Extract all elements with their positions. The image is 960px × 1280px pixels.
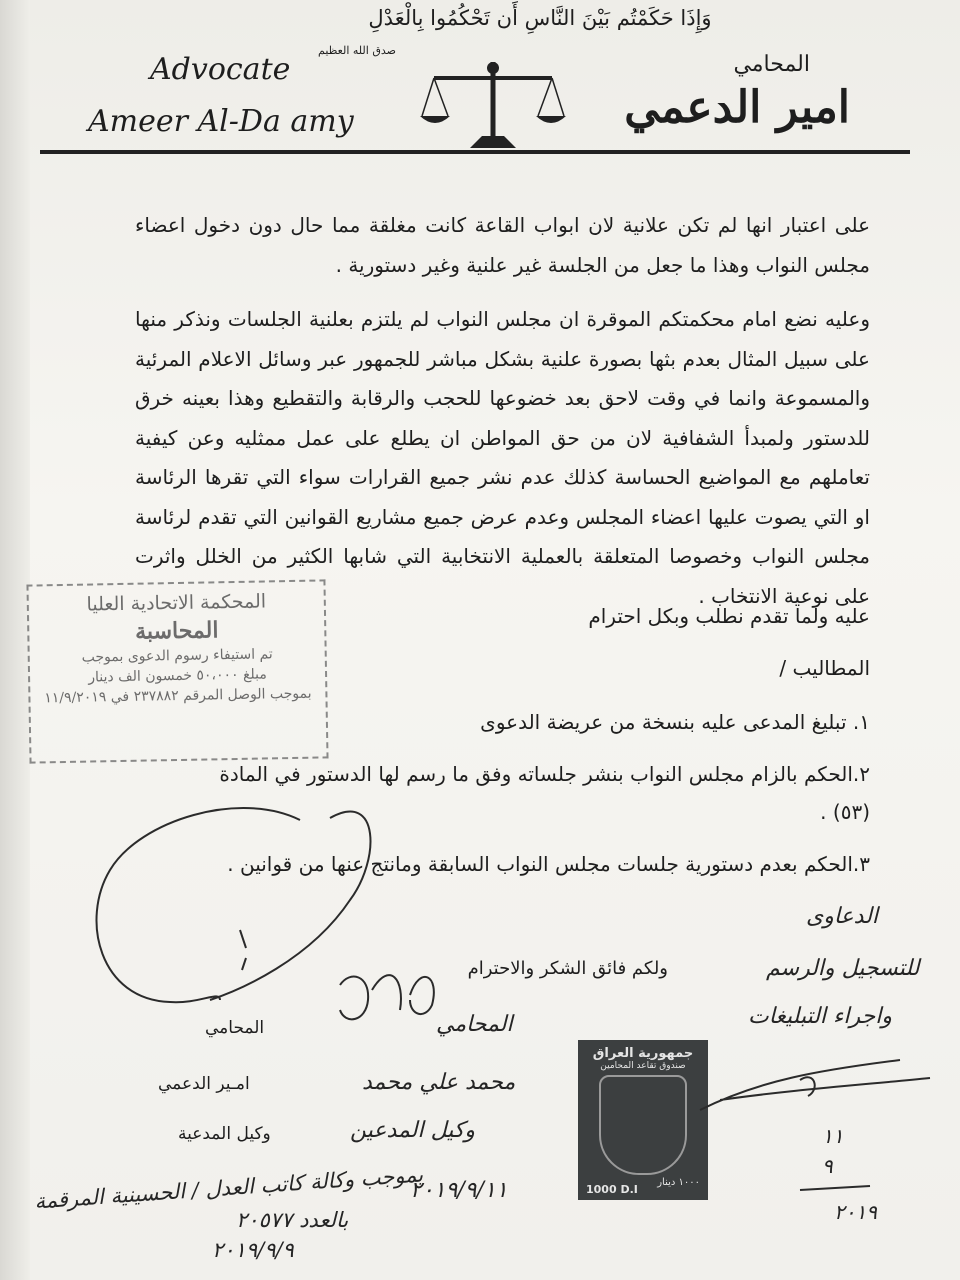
paragraph-1: على اعتبار انها لم تكن علانية لان ابواب القاعة كانت مغلقة مما حال دون دخول اعضاء مجلس النواب وهذا ما جعل من الجلسة غير علنية وغير دستورية . bbox=[135, 213, 870, 277]
revenue-stamp bbox=[578, 1040, 708, 1200]
page-fold-shadow bbox=[0, 0, 30, 1280]
verse-reference: صدق الله العظيم bbox=[318, 44, 396, 57]
advocate-title-ar: المحامي bbox=[733, 52, 810, 77]
demand-1: ١. تبليغ المدعى عليه بنسخة من عريضة الدعوى bbox=[480, 710, 870, 734]
agent-label: وكيل المدعية bbox=[178, 1124, 271, 1144]
revenue-stamp-country: جمهورية العراق bbox=[592, 1046, 694, 1061]
handwritten-authority: بموجب وكالة كاتب العدل / الحسينية المرقمة bbox=[33, 1162, 424, 1214]
quran-verse: وَإِذَا حَكَمْتُم بَيْنَ النَّاسِ أَن تَحْكُمُوا بِالْعَدْلِ bbox=[368, 6, 712, 30]
stamp-fee-text: تم استيفاء رسوم الدعوى بموجب bbox=[81, 646, 273, 666]
revenue-stamp-value-en: 1000 D.I bbox=[586, 1183, 638, 1196]
demands-heading: المطاليب / bbox=[779, 656, 870, 680]
revenue-stamp-value-ar: ١٠٠٠ دينار bbox=[657, 1177, 700, 1188]
demand-2: ٢.الحكم بالزام مجلس النواب بنشر جلساته وفق ما رسم لها الدستور في المادة bbox=[219, 762, 870, 786]
handwritten-note-1: الدعاوى bbox=[806, 904, 879, 929]
lawyer-label: المحامي bbox=[205, 1018, 265, 1038]
handwritten-lawyer-label: المحامي bbox=[436, 1012, 513, 1037]
advocate-name-ar: امير الدعمي bbox=[624, 82, 850, 133]
scales-of-justice-icon bbox=[418, 58, 568, 156]
request-line: عليه ولما تقدم نطلب وبكل احترام bbox=[588, 604, 870, 628]
handwritten-note-3: واجراء التبليغات bbox=[748, 1004, 892, 1029]
closing-thanks: ولكم فائق الشكر والاحترام bbox=[467, 958, 668, 979]
handwritten-date-3-month: ٩ bbox=[822, 1154, 833, 1178]
revenue-stamp-fund: صندوق تقاعد المحامين bbox=[600, 1061, 686, 1071]
handwritten-date-3-day: ١١ bbox=[822, 1124, 844, 1148]
emblem-icon bbox=[599, 1075, 687, 1175]
stamp-department: المحاسبة bbox=[134, 617, 219, 645]
handwritten-date-2: ٢٠١٩/٩/٩ bbox=[212, 1238, 294, 1262]
lawyer-name: امـير الدعمي bbox=[158, 1074, 250, 1094]
stamp-amount: مبلغ ٥٠،٠٠٠ خمسون الف دينار bbox=[88, 666, 267, 686]
paragraph-2: وعليه نضع امام محكمتكم الموقرة ان مجلس النواب لم يلتزم بعلنية الجلسات ونذكر منها على سبيل المثال بعدم بثها بصورة علنية بشكل مباشر للجمهور عبر وسائل الاعلام المرئية والمسموعة وانما في وقت لاحق بعد خضوعها للحجب والرقابة والتقطيع وهذا بعينه خرق للدستور ولمبدأ الشفافية لان من حق المواطن ان يطلع على عمل ممثليه وعن كيفية تعاملهم مع المواضيع الحساسة كذلك عدم نشر جميع القرارات سواء التي تقرها الرئاسة او التي يصوت عليها اعضاء المجلس وعدم عرض جميع مشاريع القوانين التي تقدم لرئاسة مجلس النواب وخصوصا المتعلقة بالعملية الانتخابية التي شابها الكثير من الخلل واثرت على نوعية الانتخاب . bbox=[135, 307, 870, 608]
handwritten-date-1: ٢٠١٩/٩/١١ bbox=[410, 1178, 508, 1203]
handwritten-lawyer-name: محمد علي محمد bbox=[362, 1070, 516, 1095]
handwritten-date-3-year: ٢٠١٩ bbox=[834, 1200, 877, 1224]
demand-3: ٣.الحكم بعدم دستورية جلسات مجلس النواب السابقة ومانتج عنها من قوانين . bbox=[227, 852, 870, 876]
stamp-receipt: بموجب الوصل المرقم ٢٣٧٨٨٢ في ١١/٩/٢٠١٩ bbox=[44, 685, 312, 707]
letterhead-divider bbox=[40, 150, 910, 154]
handwritten-agent: وكيل المدعين bbox=[350, 1118, 475, 1143]
handwritten-number: بالعدد ٢٠٥٧٧ bbox=[236, 1208, 349, 1232]
advocate-title-en: Advocate bbox=[150, 52, 291, 87]
demand-2-article: (٥٣) . bbox=[820, 800, 870, 824]
court-fee-stamp bbox=[26, 579, 328, 763]
advocate-name-en: Ameer Al-Da amy bbox=[88, 104, 354, 139]
stamp-court-name: المحكمة الاتحادية العليا bbox=[86, 590, 267, 616]
handwritten-note-2: للتسجيل والرسم bbox=[766, 956, 920, 981]
